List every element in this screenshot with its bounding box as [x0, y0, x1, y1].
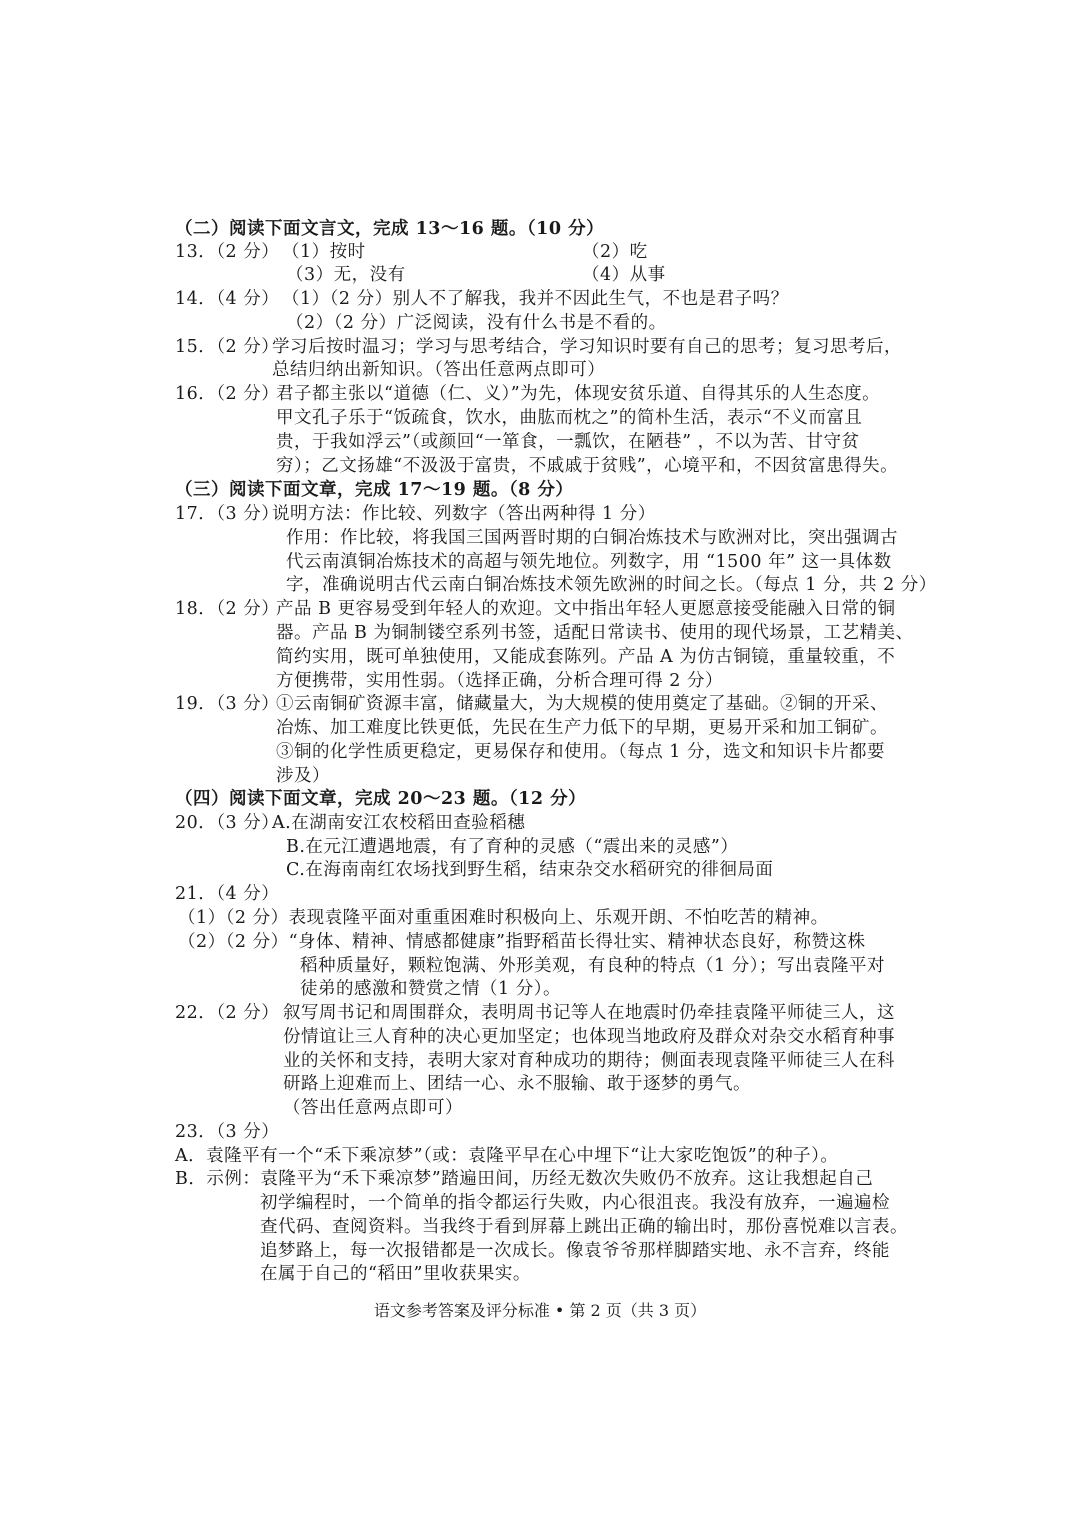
q21-prefix: 21．（4 分） [175, 884, 280, 904]
q20-prefix: 20．（3 分） [175, 813, 280, 833]
q20-option-c: C.在海南南红农场找到野生稻，结束杂交水稻研究的徘徊局面 [286, 860, 774, 880]
q13-answer-4: （4）从事 [582, 265, 666, 285]
q20-option-b: B.在元江遭遇地震，有了育种的灵感（“震出来的灵感”） [286, 837, 739, 857]
q19-line-2: 冶炼、加工难度比铁更低，先民在生产力低下的早期，更易开采和加工铜矿。 [276, 718, 888, 738]
q20-option-a: A.在湖南安江农校稻田查验稻穗 [272, 813, 526, 833]
q17-prefix: 17．（3 分） [175, 504, 280, 524]
q19-line-3: ③铜的化学性质更稳定，更易保存和使用。（每点 1 分，选文和知识卡片都要 [276, 742, 886, 762]
q22-prefix: 22．（2 分） [175, 1003, 280, 1023]
q18-line-1: 产品 B 更容易受到年轻人的欢迎。文中指出年轻人更愿意接受能融入日常的铜 [276, 599, 896, 619]
q15-prefix: 15．（2 分） [175, 337, 280, 357]
q15-line-2: 总结归纳出新知识。（答出任意两点即可） [272, 360, 606, 380]
q18-prefix: 18．（2 分） [175, 599, 280, 619]
q23-answer-b-line-2: 初学编程时，一个简单的指令都运行失败，内心很沮丧。我没有放弃，一遍遍检 [260, 1193, 890, 1213]
q19-line-4: 涉及） [276, 766, 330, 786]
q23-answer-a: A．袁隆平有一个“禾下乘凉梦”（或：袁隆平早在心中埋下“让大家吃饱饭”的种子）。 [175, 1146, 839, 1166]
q16-line-4: 穷）；乙文扬雄“不汲汲于富贵，不戚戚于贫贱”，心境平和，不因贫富患得失。 [276, 456, 899, 476]
section-heading-3: （三）阅读下面文章，完成 17～19 题。（8 分） [175, 480, 574, 500]
q13-answer-1: （1）按时 [282, 242, 366, 262]
q17-line-3: 代云南滇铜冶炼技术的高超与领先地位。列数字，用 “1500 年” 这一具体数 [286, 552, 892, 572]
q15-line-1: 学习后按时温习；学习与思考结合，学习知识时要有自己的思考；复习思考后， [272, 337, 902, 357]
q17-line-1: 说明方法：作比较、列数字（答出两种得 1 分） [272, 504, 656, 524]
q18-line-2: 器。产品 B 为铜制镂空系列书签，适配日常读书、使用的现代场景，工艺精美、 [276, 623, 914, 643]
q21-line-3: 稻种质量好，颗粒饱满、外形美观，有良种的特点（1 分）；写出袁隆平对 [300, 956, 885, 976]
q22-line-2: 份情谊让三人育种的决心更加坚定；也体现当地政府及群众对杂交水稻育种事 [283, 1027, 895, 1047]
section-heading-2: （二）阅读下面文言文，完成 13～16 题。（10 分） [175, 219, 605, 239]
q21-line-1: （1）（2 分）表现袁隆平面对重重困难时积极向上、乐观开朗、不怕吃苦的精神。 [178, 908, 829, 928]
q17-line-2: 作用：作比较，将我国三国两晋时期的白铜冶炼技术与欧洲对比，突出强调古 [286, 528, 898, 548]
q18-line-4: 方便携带，实用性弱。（选择正确，分析合理可得 2 分） [276, 671, 724, 691]
q21-line-2: （2）（2 分）“身体、精神、情感都健康”指野稻苗长得壮实、精神状态良好，称赞这株 [178, 932, 866, 952]
q22-line-3: 业的关怀和支持，表明大家对育种成功的期待；侧面表现袁隆平师徒三人在科 [283, 1051, 895, 1071]
page-footer: 语文参考答案及评分标准 • 第 2 页（共 3 页） [373, 1301, 707, 1320]
q19-line-1: ①云南铜矿资源丰富，储藏量大，为大规模的使用奠定了基础。②铜的开采、 [276, 694, 888, 714]
q16-line-1: 君子都主张以“道德（仁、义）”为先，体现安贫乐道、自得其乐的人生态度。 [276, 384, 881, 404]
q22-line-4: 研路上迎难而上、团结一心、永不服输、敢于逐梦的勇气。 [283, 1074, 751, 1094]
q23-prefix: 23．（3 分） [175, 1122, 280, 1142]
q14-line-2: （2）（2 分）广泛阅读，没有什么书是不看的。 [286, 313, 667, 333]
q18-line-3: 简约实用，既可单独使用，又能成套陈列。产品 A 为仿古铜镜，重量较重，不 [276, 647, 896, 667]
q23-answer-b-line-5: 在属于自己的“稻田”里收获果实。 [260, 1264, 531, 1284]
q16-line-3: 贵，于我如浮云”（或颜回“一箪食，一瓢饮，在陋巷” ，不以为苦、甘守贫 [276, 432, 860, 452]
q16-line-2: 甲文孔子乐于“饭疏食，饮水，曲肱而枕之”的简朴生活，表示“不义而富且 [276, 408, 863, 428]
q17-line-4: 字，准确说明古代云南白铜冶炼技术领先欧洲的时间之长。（每点 1 分，共 2 分） [286, 575, 937, 595]
q14-prefix: 14．（4 分） [175, 289, 280, 309]
q23-answer-b-line-3: 查代码、查阅资料。当我终于看到屏幕上跳出正确的输出时，那份喜悦难以言表。 [260, 1217, 908, 1237]
q21-line-4: 徒弟的感激和赞赏之情（1 分）。 [300, 979, 561, 999]
q23-answer-b-line-1: B．示例：袁隆平为“禾下乘凉梦”踏遍田间，历经无数次失败仍不放弃。这让我想起自己 [175, 1169, 874, 1189]
q22-line-1: 叙写周书记和周围群众，表明周书记等人在地震时仍牵挂袁隆平师徒三人，这 [283, 1003, 895, 1023]
section-heading-4: （四）阅读下面文章，完成 20～23 题。（12 分） [175, 789, 587, 809]
q14-line-1: （1）（2 分）别人不了解我，我并不因此生气，不也是君子吗？ [282, 289, 789, 309]
q16-prefix: 16．（2 分） [175, 384, 280, 404]
q13-prefix: 13．（2 分） [175, 242, 280, 262]
q13-answer-3: （3）无，没有 [286, 265, 406, 285]
q19-prefix: 19．（3 分） [175, 694, 280, 714]
q13-answer-2: （2）吃 [582, 242, 648, 262]
q22-line-5: （答出任意两点即可） [283, 1098, 463, 1118]
q23-answer-b-line-4: 追梦路上，每一次报错都是一次成长。像袁爷爷那样脚踏实地、永不言弃，终能 [260, 1241, 890, 1261]
